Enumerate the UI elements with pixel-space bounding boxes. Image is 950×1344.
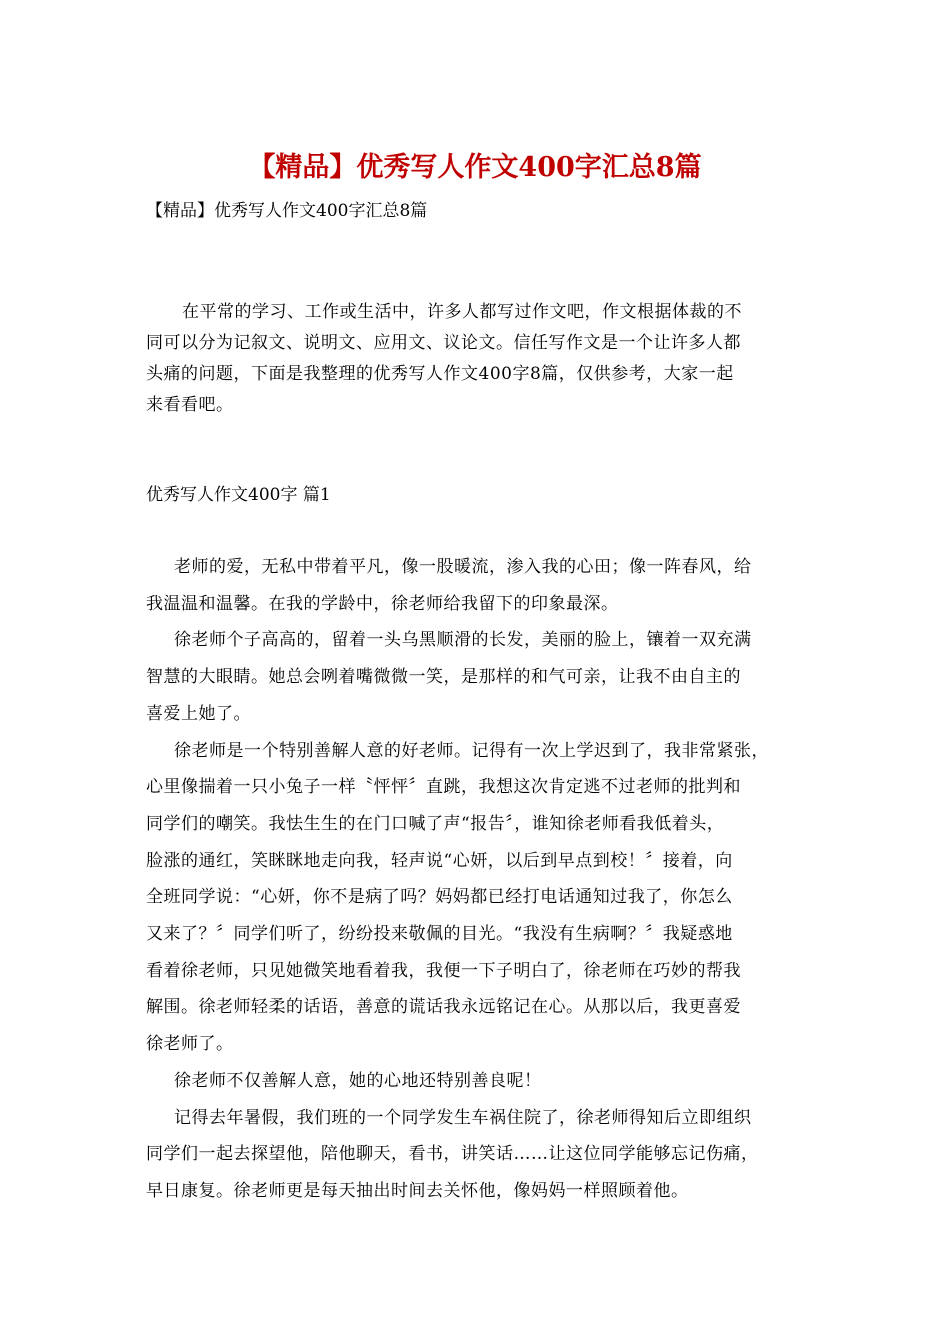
paragraph-line: 老师的爱，无私中带着平凡，像一股暖流，渗入我的心田；像一阵春风，给: [174, 557, 752, 577]
paragraph-line: 同学们的嘲笑。我怯生生的在门口喊了声“报告〞，谁知徐老师看我低着头，: [146, 813, 725, 834]
paragraph-line: 全班同学说：“心妍，你不是病了吗？妈妈都已经打电话通知过我了，你怎么: [146, 887, 733, 908]
paragraph-line: 智慧的大眼睛。她总会咧着嘴微微一笑，是那样的和气可亲，让我不由自主的: [146, 667, 741, 688]
intro-line: 在平常的学习、工作或生活中，许多人都写过作文吧，作文根据体裁的不: [182, 302, 742, 322]
paragraph-line: 徐老师不仅善解人意，她的心地还特别善良呢！: [174, 1070, 542, 1091]
paragraph-line: 记得去年暑假，我们班的一个同学发生车祸住院了，徐老师得知后立即组织: [174, 1107, 752, 1128]
paragraph-line: 我温温和温馨。在我的学龄中，徐老师给我留下的印象最深。: [146, 593, 619, 614]
document-title: 【精品】优秀写人作文400字汇总8篇: [248, 152, 702, 183]
paragraph-line: 徐老师是一个特别善解人意的好老师。记得有一次上学迟到了，我非常紧张，: [174, 740, 769, 761]
essay-paragraph: [146, 549, 811, 622]
paragraph-line: 喜爱上她了。: [146, 703, 251, 724]
paragraph-line: 徐老师个子高高的，留着一头乌黑顺滑的长发，美丽的脸上，镶着一双充满: [174, 630, 752, 651]
essay-body: [146, 549, 811, 1210]
section-heading: 优秀写人作文400字 篇1: [146, 485, 331, 505]
paragraph-line: 心里像揣着一只小兔子一样〝怦怦〞直跳，我想这次肯定逃不过老师的批判和: [146, 777, 741, 798]
paragraph-line: 又来了？〞同学们听了，纷纷投来敬佩的目光。“我没有生病啊？〞我疑惑地: [146, 924, 733, 945]
intro-line: 来看看吧。: [146, 395, 234, 415]
paragraph-line: 解围。徐老师轻柔的话语，善意的谎话我永远铭记在心。从那以后，我更喜爱: [146, 997, 741, 1018]
intro-paragraph: [146, 297, 811, 421]
essay-paragraph: [146, 1063, 811, 1100]
paragraph-line: 看着徐老师，只见她微笑地看着我，我便一下子明白了，徐老师在巧妙的帮我: [146, 960, 741, 981]
intro-line: 同可以分为记叙文、说明文、应用文、议论文。信任写作文是一个让许多人都: [146, 333, 741, 353]
intro-line: 头痛的问题，下面是我整理的优秀写人作文400字8篇，仅供参考，大家一起: [146, 364, 734, 384]
paragraph-line: 脸涨的通红，笑眯眯地走向我，轻声说“心妍，以后到早点到校！〞接着，向: [146, 850, 733, 871]
essay-paragraph: [146, 733, 811, 1063]
paragraph-line: 早日康复。徐老师更是每天抽出时间去关怀他，像妈妈一样照顾着他。: [146, 1180, 689, 1201]
essay-paragraph: [146, 1100, 811, 1210]
document-subtitle: 【精品】优秀写人作文400字汇总8篇: [146, 201, 428, 221]
paragraph-line: 同学们一起去探望他，陪他聊天，看书，讲笑话……让这位同学能够忘记伤痛，: [146, 1144, 759, 1165]
essay-paragraph: [146, 622, 811, 732]
paragraph-line: 徐老师了。: [146, 1034, 234, 1055]
